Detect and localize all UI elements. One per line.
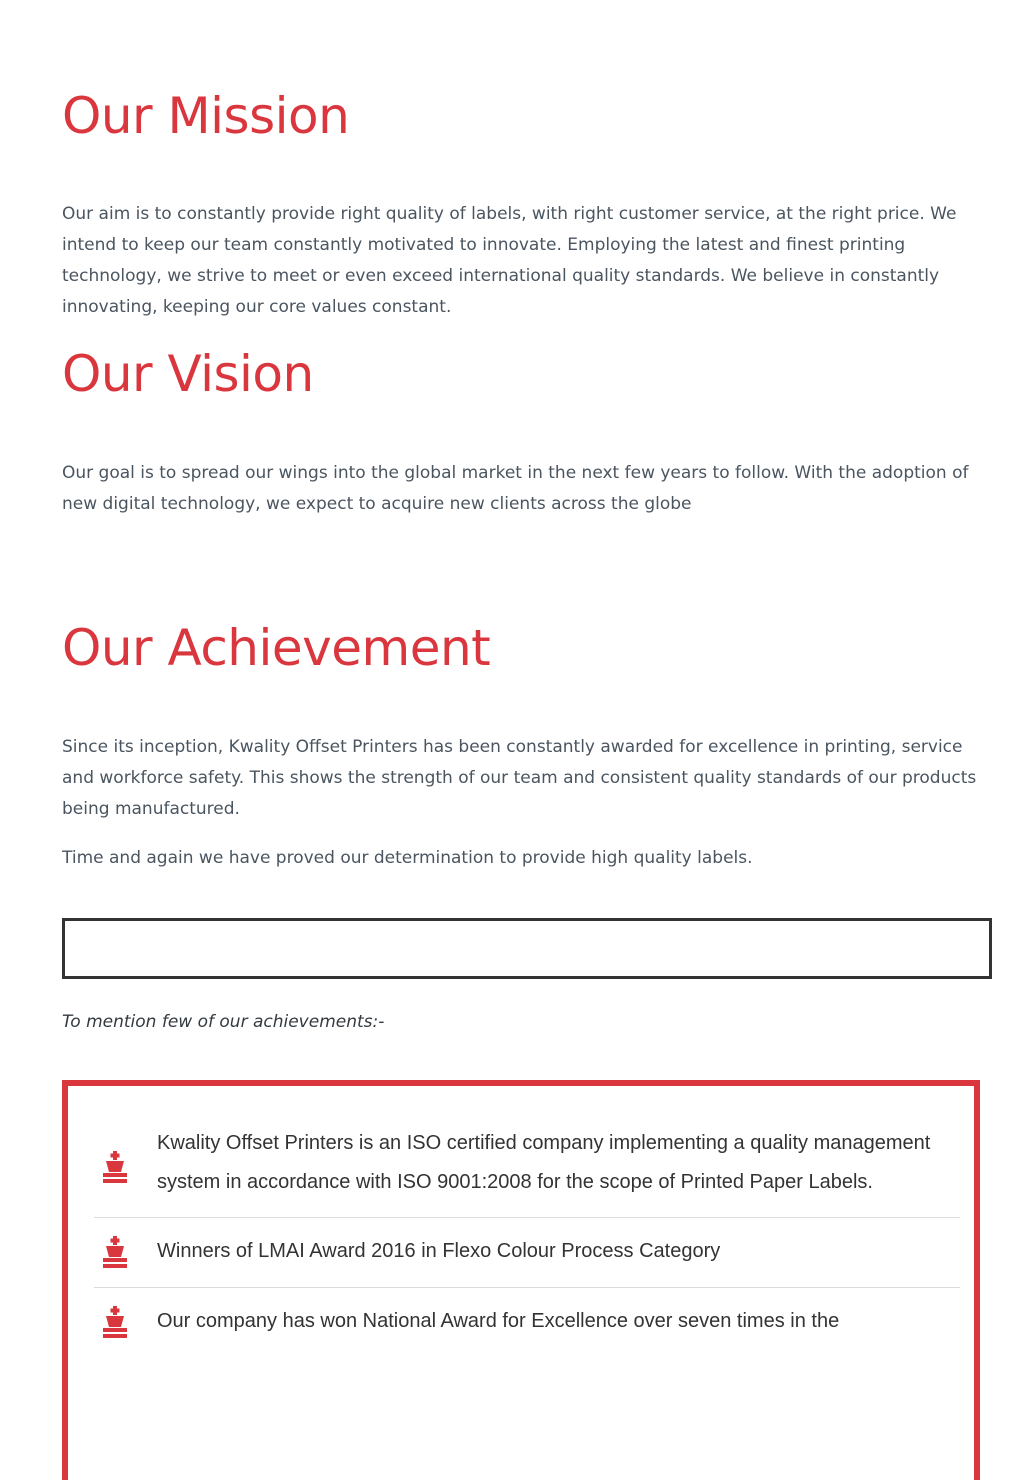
king-chess-icon <box>100 1306 130 1338</box>
achievement-paragraph: Since its inception, Kwality Offset Printers has been constantly awarded for excellence in printing, service and workforce safety. This shows the strength of our team and consistent quality standards of our products being manufactured. <box>62 737 977 819</box>
achievements-intro: To mention few of our achievements:- <box>62 1012 385 1032</box>
mission-text: Our aim is to constantly provide right quality of labels, with right customer service, at the right price. We intend to keep our team constantly motivated to innovate. Employing the latest and finest printing technology, we strive to meet or even exceed international quality standards. We believe in constantly innovating, keeping our core values constant. <box>62 204 957 317</box>
achievement-title: Our Achievement <box>62 619 491 677</box>
empty-content-box <box>62 918 992 979</box>
king-chess-icon <box>100 1151 130 1183</box>
achievements-box <box>62 1080 980 1480</box>
mission-title: Our Mission <box>62 87 350 145</box>
list-item-text: Our company has won National Award for Excellence over seven times in the <box>157 1309 840 1332</box>
vision-text: Our goal is to spread our wings into the global market in the next few years to follow. With the adoption of new digital technology, we expect to acquire new clients across the globe <box>62 463 969 514</box>
list-item <box>94 1288 960 1357</box>
achievement-paragraph: Time and again we have proved our determination to provide high quality labels. <box>62 848 753 868</box>
achievements-list <box>94 1116 960 1356</box>
list-item <box>94 1218 960 1288</box>
king-chess-icon <box>100 1236 130 1268</box>
list-item-text: Winners of LMAI Award 2016 in Flexo Colour Process Category <box>157 1240 721 1262</box>
list-item <box>94 1116 960 1218</box>
vision-title: Our Vision <box>62 345 314 403</box>
list-item-text: Kwality Offset Printers is an ISO certified company implementing a quality management system in accordance with ISO 9001:2008 for the scope of Printed Paper Labels. <box>157 1132 931 1193</box>
